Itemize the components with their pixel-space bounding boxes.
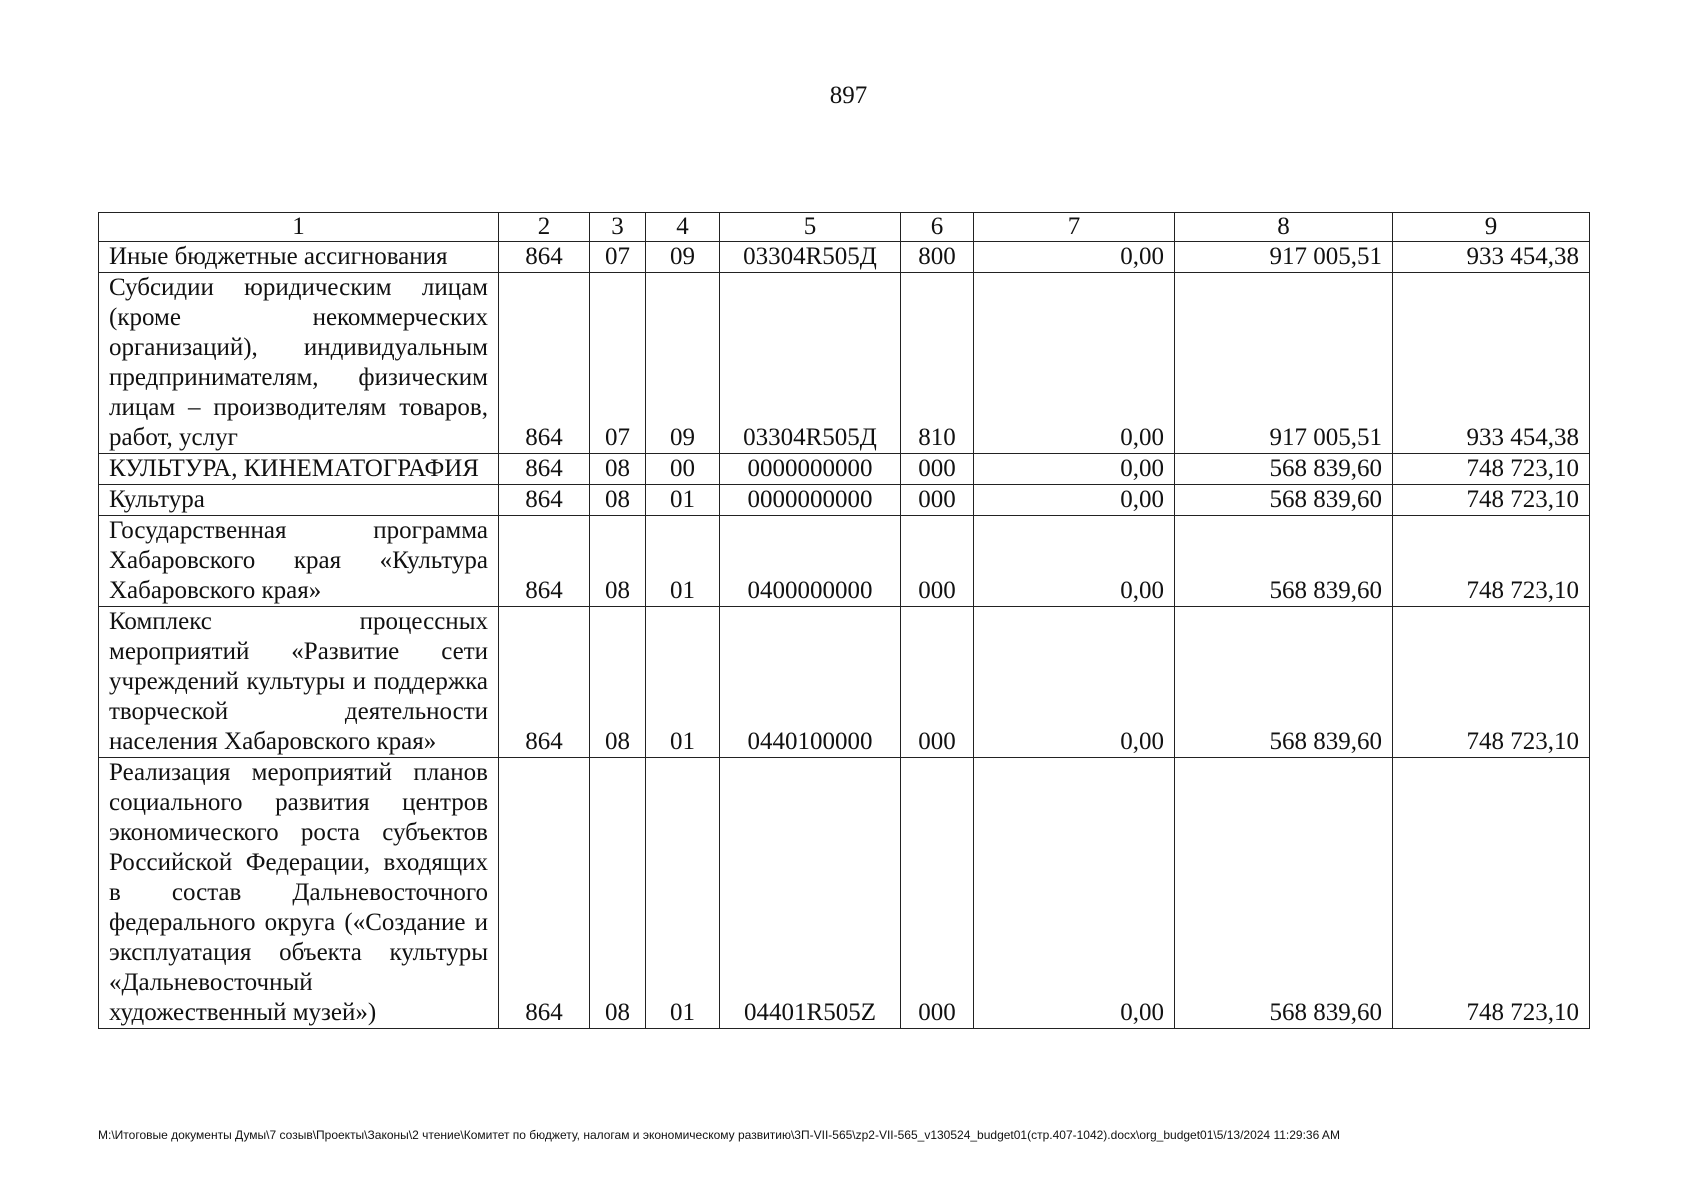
section-code: 07 bbox=[590, 242, 646, 273]
expense-type-code: 000 bbox=[901, 485, 974, 516]
row-name: Реализация мероприятий планов социального развития центров экономического роста субъектов Российской Федерации, входящих в состав Дальневосточного федерального округа («Создание и эксплуатация объекта культуры «Дальневосточный художественный музей») bbox=[99, 758, 499, 1029]
page-number: 897 bbox=[829, 82, 868, 109]
column-header: 8 bbox=[1175, 213, 1393, 242]
amount-col8: 568 839,60 bbox=[1175, 454, 1393, 485]
table-row bbox=[99, 273, 1590, 454]
target-article-code: 03304R505Д bbox=[720, 242, 901, 273]
amount-col9: 748 723,10 bbox=[1393, 454, 1590, 485]
amount-col7: 0,00 bbox=[974, 273, 1175, 454]
ministry-code: 864 bbox=[499, 758, 590, 1029]
table-header-row bbox=[99, 213, 1590, 242]
amount-col8: 568 839,60 bbox=[1175, 485, 1393, 516]
column-header: 1 bbox=[99, 213, 499, 242]
amount-col8: 917 005,51 bbox=[1175, 242, 1393, 273]
amount-col8: 568 839,60 bbox=[1175, 607, 1393, 758]
amount-col9: 748 723,10 bbox=[1393, 758, 1590, 1029]
table-row bbox=[99, 607, 1590, 758]
amount-col9: 748 723,10 bbox=[1393, 516, 1590, 607]
row-name: Комплекс процессных мероприятий «Развитие сети учреждений культуры и поддержка творческой деятельности населения Хабаровского края» bbox=[99, 607, 499, 758]
row-name: Субсидии юридическим лицам (кроме некоммерческих организаций), индивидуальным предпринимателям, физическим лицам – производителям товаров, работ, услуг bbox=[99, 273, 499, 454]
expense-type-code: 000 bbox=[901, 516, 974, 607]
amount-col9: 748 723,10 bbox=[1393, 607, 1590, 758]
target-article-code: 0000000000 bbox=[720, 485, 901, 516]
target-article-code: 04401R505Z bbox=[720, 758, 901, 1029]
column-header: 2 bbox=[499, 213, 590, 242]
section-code: 08 bbox=[590, 454, 646, 485]
section-code: 08 bbox=[590, 758, 646, 1029]
amount-col9: 748 723,10 bbox=[1393, 485, 1590, 516]
expense-type-code: 000 bbox=[901, 454, 974, 485]
table-row bbox=[99, 516, 1590, 607]
amount-col8: 568 839,60 bbox=[1175, 516, 1393, 607]
target-article-code: 0440100000 bbox=[720, 607, 901, 758]
section-code: 08 bbox=[590, 485, 646, 516]
amount-col9: 933 454,38 bbox=[1393, 273, 1590, 454]
ministry-code: 864 bbox=[499, 485, 590, 516]
ministry-code: 864 bbox=[499, 242, 590, 273]
subsection-code: 01 bbox=[646, 516, 720, 607]
document-path-footer: M:\Итоговые документы Думы\7 созыв\Проекты\Законы\2 чтение\Комитет по бюджету, налогам и экономическому развитию\3П-VII-565\zp2-VII-565_v130524_budget01(стр.407-1042).docx\org_budget01\5/13/2024 11:29:36 AM bbox=[98, 1128, 1340, 1142]
subsection-code: 09 bbox=[646, 242, 720, 273]
target-article-code: 0000000000 bbox=[720, 454, 901, 485]
subsection-code: 09 bbox=[646, 273, 720, 454]
row-name: Иные бюджетные ассигнования bbox=[99, 242, 499, 273]
table-row bbox=[99, 242, 1590, 273]
amount-col7: 0,00 bbox=[974, 242, 1175, 273]
column-header: 4 bbox=[646, 213, 720, 242]
ministry-code: 864 bbox=[499, 454, 590, 485]
amount-col7: 0,00 bbox=[974, 607, 1175, 758]
subsection-code: 01 bbox=[646, 607, 720, 758]
amount-col9: 933 454,38 bbox=[1393, 242, 1590, 273]
column-header: 6 bbox=[901, 213, 974, 242]
budget-table bbox=[98, 212, 1590, 1029]
section-code: 07 bbox=[590, 273, 646, 454]
amount-col8: 917 005,51 bbox=[1175, 273, 1393, 454]
column-header: 5 bbox=[720, 213, 901, 242]
amount-col8: 568 839,60 bbox=[1175, 758, 1393, 1029]
section-code: 08 bbox=[590, 516, 646, 607]
table-row bbox=[99, 758, 1590, 1029]
amount-col7: 0,00 bbox=[974, 454, 1175, 485]
target-article-code: 0400000000 bbox=[720, 516, 901, 607]
expense-type-code: 800 bbox=[901, 242, 974, 273]
expense-type-code: 000 bbox=[901, 607, 974, 758]
row-name: Культура bbox=[99, 485, 499, 516]
column-header: 7 bbox=[974, 213, 1175, 242]
table-row bbox=[99, 485, 1590, 516]
ministry-code: 864 bbox=[499, 607, 590, 758]
column-header: 3 bbox=[590, 213, 646, 242]
subsection-code: 00 bbox=[646, 454, 720, 485]
amount-col7: 0,00 bbox=[974, 485, 1175, 516]
ministry-code: 864 bbox=[499, 273, 590, 454]
column-header: 9 bbox=[1393, 213, 1590, 242]
subsection-code: 01 bbox=[646, 758, 720, 1029]
expense-type-code: 000 bbox=[901, 758, 974, 1029]
expense-type-code: 810 bbox=[901, 273, 974, 454]
subsection-code: 01 bbox=[646, 485, 720, 516]
row-name: КУЛЬТУРА, КИНЕМАТОГРАФИЯ bbox=[99, 454, 499, 485]
amount-col7: 0,00 bbox=[974, 516, 1175, 607]
ministry-code: 864 bbox=[499, 516, 590, 607]
section-code: 08 bbox=[590, 607, 646, 758]
target-article-code: 03304R505Д bbox=[720, 273, 901, 454]
row-name: Государственная программа Хабаровского края «Культура Хабаровского края» bbox=[99, 516, 499, 607]
amount-col7: 0,00 bbox=[974, 758, 1175, 1029]
table-row bbox=[99, 454, 1590, 485]
